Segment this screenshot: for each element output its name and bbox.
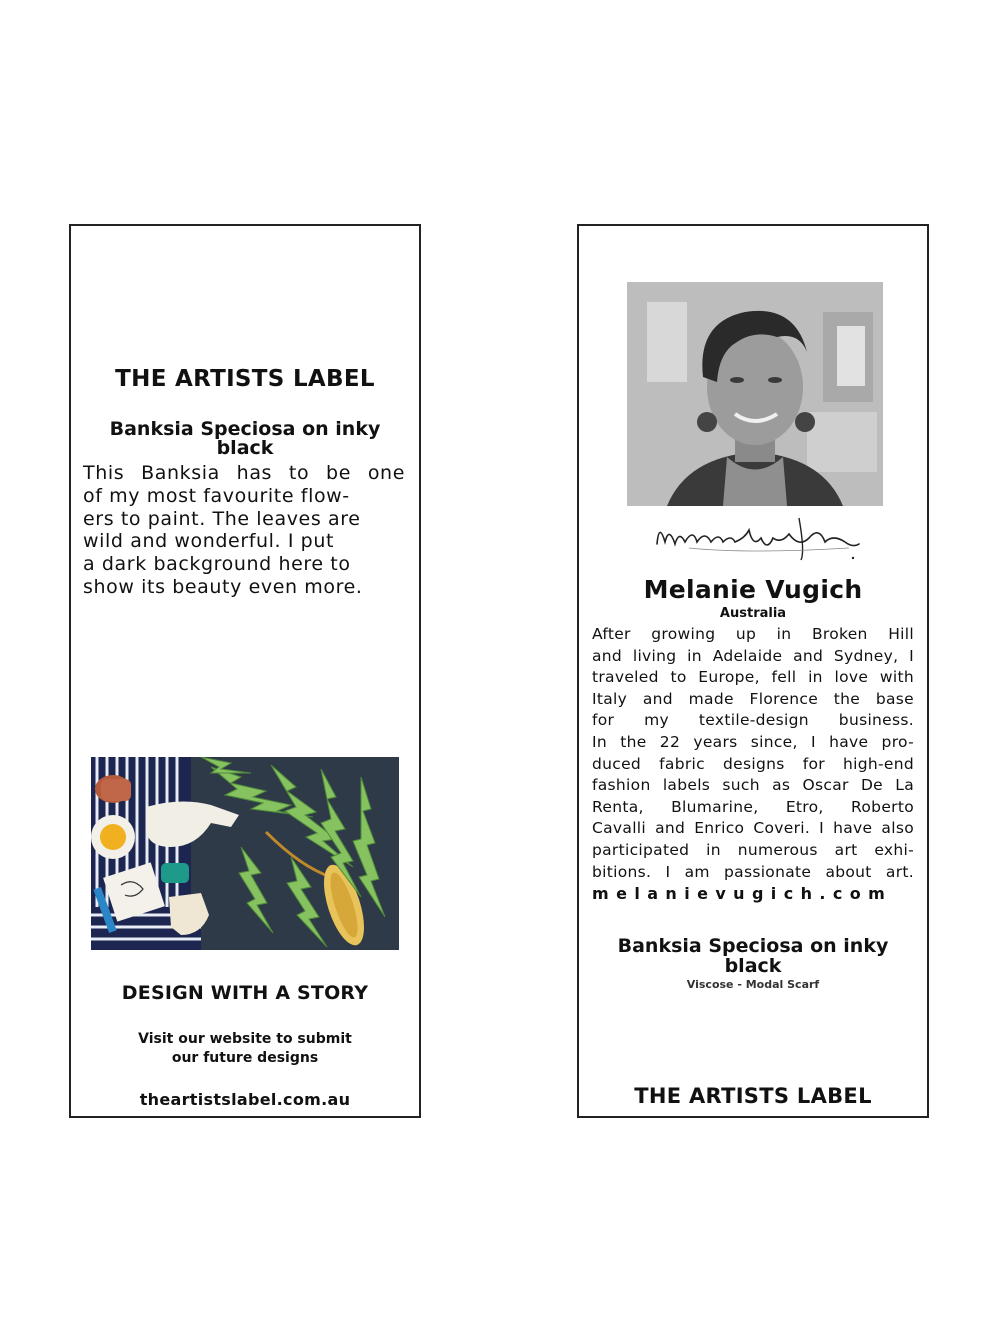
bio-line: Cavalli and Enrico Coveri. I have also	[592, 819, 914, 838]
brand-title: THE ARTISTS LABEL	[115, 366, 375, 392]
story-line: a dark background here to	[83, 553, 351, 576]
product-title-line-1: Banksia Speciosa on inky	[617, 935, 889, 957]
tagline: DESIGN WITH A STORY	[121, 982, 369, 1004]
design-title-line-2: black	[216, 437, 274, 459]
design-story	[83, 462, 405, 599]
website-link[interactable]: theartistslabel.com.au	[139, 1090, 351, 1109]
artist-portrait-photo	[627, 282, 883, 506]
design-title-line-1: Banksia Speciosa on inky	[109, 418, 381, 440]
submit-invitation	[71, 1030, 419, 1068]
story-line: This Banksia has to be one	[83, 462, 405, 484]
visit-line-1: Visit our website to submit	[138, 1031, 352, 1047]
brand-footer: THE ARTISTS LABEL	[634, 1084, 872, 1108]
bio-line: participated in numerous art exhi-	[592, 840, 914, 859]
artist-website-link[interactable]: melanievugich.com	[592, 884, 893, 904]
product-title-line-2: black	[724, 955, 782, 977]
product-material: Viscose - Modal Scarf	[686, 978, 820, 991]
story-line: wild and wonderful. I put	[83, 530, 335, 553]
banksia-artwork-image	[91, 757, 399, 950]
left-hang-tag	[69, 224, 421, 1118]
artist-name: Melanie Vugich	[643, 575, 863, 604]
bio-line: bitions. I am passionate about art.	[592, 862, 914, 881]
product-title	[593, 936, 913, 976]
visit-line-2: our future designs	[171, 1050, 319, 1066]
bio-line: and living in Adelaide and Sydney, I	[592, 646, 914, 665]
artist-country: Australia	[719, 606, 787, 621]
bio-line: In the 22 years since, I have pro-	[592, 732, 914, 751]
bio-line: for my textile-design business.	[592, 711, 914, 730]
bio-line: traveled to Europe, fell in love with	[592, 668, 914, 687]
story-line: of my most favourite flow-	[83, 484, 350, 507]
bio-line: fashion labels such as Oscar De La	[592, 776, 914, 795]
bio-line: duced fabric designs for high-end	[592, 754, 914, 773]
story-line: show its beauty even more.	[83, 575, 363, 598]
bio-line: Italy and made Florence the base	[592, 689, 914, 708]
bio-line: After growing up in Broken Hill	[592, 625, 914, 643]
right-hang-tag	[577, 224, 929, 1118]
design-title	[85, 420, 405, 458]
artist-bio	[592, 624, 914, 905]
story-line: ers to paint. The leaves are	[83, 507, 361, 530]
artist-signature-image	[649, 508, 867, 564]
bio-line: Renta, Blumarine, Etro, Roberto	[592, 797, 914, 816]
